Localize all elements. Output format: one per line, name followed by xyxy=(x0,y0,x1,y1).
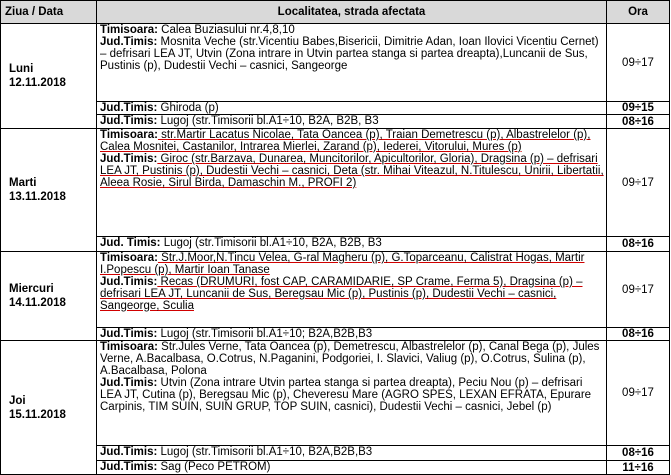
day-name: Joi xyxy=(9,394,26,407)
location-cell xyxy=(97,252,607,328)
location-cell xyxy=(97,102,607,115)
location-line xyxy=(100,102,604,114)
location-cell xyxy=(97,237,607,252)
schedule-row xyxy=(1,252,670,328)
schedule-row xyxy=(1,341,670,446)
location-cell xyxy=(97,341,607,446)
street-list: Lugoj (str.Timisorii bl.A1÷10, B2A, B2B, B3 xyxy=(160,237,382,249)
location-cell xyxy=(97,461,607,475)
area-label: Jud.Timis: xyxy=(100,115,158,127)
area-label: Timisoara: xyxy=(100,129,158,141)
hour-cell: 11÷16 xyxy=(607,461,670,475)
day-cell xyxy=(1,24,97,129)
area-label: Jud.Timis: xyxy=(100,153,158,165)
location-cell xyxy=(97,328,607,341)
street-list: Str.J.Moor,N.Tincu Velea, G-ral Magheru (p), G.Toparceanu, Calistrat Hogas, Martir I.Popescu (p), Martir Ioan Tanase xyxy=(100,252,585,276)
hour-cell: 09÷17 xyxy=(607,129,670,237)
location-cell xyxy=(97,129,607,237)
header-hour: Ora xyxy=(607,1,670,24)
schedule-row xyxy=(1,237,670,252)
schedule-row xyxy=(1,102,670,115)
area-label: Jud.Timis: xyxy=(100,328,158,340)
location-line xyxy=(100,341,604,377)
hour-cell: 09÷17 xyxy=(607,341,670,446)
area-label: Jud.Timis: xyxy=(100,446,158,458)
area-label: Timisoara: xyxy=(100,24,158,36)
location-cell xyxy=(97,24,607,102)
area-label: Jud.Timis: xyxy=(100,276,158,288)
day-date: 14.11.2018 xyxy=(9,297,66,309)
schedule-row xyxy=(1,461,670,475)
schedule-row xyxy=(1,115,670,129)
location-line xyxy=(100,115,604,127)
location-line xyxy=(100,328,604,340)
day-name: Miercuri xyxy=(9,283,54,295)
location-line xyxy=(100,252,604,276)
street-list: Lugoj (str.Timisorii bl.A1÷10, B2A,B2B,B3 xyxy=(157,446,373,458)
street-list: Sag (Peco PETROM) xyxy=(157,461,271,473)
day-cell xyxy=(1,129,97,252)
location-line xyxy=(100,24,604,36)
schedule-row xyxy=(1,24,670,102)
day-cell xyxy=(1,252,97,341)
header-day-date: Ziua / Data xyxy=(1,1,97,24)
street-list: Giroc (str.Barzava, Dunarea, Muncitorilor, Apicultorilor, Gloria), Dragsina (p) – defrisari LEA JT, Pustinis (p), Dudestii Vechi – casnici, Deta (str. Mihai Viteazul, N.Titulescu, Unirii, Libertatii, Aleea Rosie, Sirul Birda, Damaschin M., PROFI 2) xyxy=(100,153,604,189)
hour-cell: 08÷16 xyxy=(607,115,670,129)
day-name: Marti xyxy=(9,177,37,189)
street-list: str.Martir Lacatus Nicolae, Tata Oancea (p), Traian Demetrescu (p), Albastrelelor (p), Calea Mosnitei, Castanilor, Intrarea Mierlei, Zarand (p), Iederei, Vitorului, Mures (p) xyxy=(100,129,591,153)
day-name: Luni xyxy=(9,63,34,75)
area-label: Jud.Timis: xyxy=(100,461,158,473)
street-list: Mosnita Veche (str.Vicentiu Babes,Bisericii, Dimitrie Adan, Ioan Ilovici Vicentiu Cernet) – defrisari LEA JT, Utvin (Zona intrare in Utvin partea stanga si partea dreapta),Luncanii de Sus, Pustinis (p), Dudestii Vechi – casnici, Sangeorge xyxy=(100,36,599,72)
area-label: Timisoara: xyxy=(100,252,158,264)
hour-cell: 09÷15 xyxy=(607,102,670,115)
location-cell xyxy=(97,115,607,129)
day-cell xyxy=(1,341,97,475)
location-line xyxy=(100,377,604,413)
area-label: Jud. Timis: xyxy=(100,237,161,249)
hour-cell: 08÷16 xyxy=(607,328,670,341)
hour-cell: 08÷16 xyxy=(607,446,670,461)
location-line xyxy=(100,461,604,473)
day-date: 12.11.2018 xyxy=(9,77,66,89)
location-line xyxy=(100,276,604,312)
day-date: 15.11.2018 xyxy=(9,408,66,421)
street-list: Ghiroda (p) xyxy=(157,102,219,114)
area-label: Jud.Timis: xyxy=(100,36,158,48)
location-line xyxy=(100,153,604,189)
area-label: Timisoara: xyxy=(100,341,158,353)
area-label: Jud.Timis: xyxy=(100,102,158,114)
header-row xyxy=(1,1,670,24)
hour-cell: 08÷16 xyxy=(607,237,670,252)
street-list: Lugoj (str.Timisorii bl.A1÷10, B2A, B2B, B3 xyxy=(157,115,379,127)
street-list: Utvin (Zona intrare Utvin partea stanga si partea dreapta), Peciu Nou (p) – defrisari LEA JT, Cutina (p), Beregsau Mic (p), Cheveresu Mare (AGRO SPES, LEXAN EFRATA, Epurare Carpinis, TIM SUIN, SUIN GRUP, TOP SUIN, casnici), Dudestii Vechi – casnici, Jebel (p) xyxy=(100,377,592,413)
header-location: Localitatea, strada afectata xyxy=(97,1,607,24)
schedule-row xyxy=(1,129,670,237)
hour-cell: 09÷17 xyxy=(607,24,670,102)
location-cell xyxy=(97,446,607,461)
location-line xyxy=(100,237,604,249)
street-list: Lugoj (str.Timisorii bl.A1÷10; B2A,B2B,B3 xyxy=(157,328,373,340)
street-list: Str.Jules Verne, Tata Oancea (p), Demetrescu, Albastrelelor (p), Canal Bega (p), Jules Verne, A.Bacalbasa, O.Cotrus, N.Paganini, Podgoriei, I. Slavici, Valiug (p), O.Cotrus, Sulina (p), A.Bacalbasa, Polona xyxy=(100,341,600,377)
street-list: Calea Buziasului nr.4,8,10 xyxy=(157,24,295,36)
schedule-body xyxy=(1,24,670,475)
street-list: Recas (DRUMURI, fost CAP, CARAMIDARIE, SP Crame, Ferma 5), Dragsina (p) – defrisari LEA JT, Luncanii de Sus, Beregsau Mic (p), Pustinis (p), Dudestii Vechi – casnici, Sangeorge, Sculia xyxy=(100,276,583,312)
hour-cell: 09÷17 xyxy=(607,252,670,328)
day-date: 13.11.2018 xyxy=(9,191,66,203)
location-line xyxy=(100,446,604,458)
schedule-row xyxy=(1,446,670,461)
schedule-row xyxy=(1,328,670,341)
location-line xyxy=(100,129,604,153)
location-line xyxy=(100,36,604,72)
area-label: Jud.Timis: xyxy=(100,377,158,389)
